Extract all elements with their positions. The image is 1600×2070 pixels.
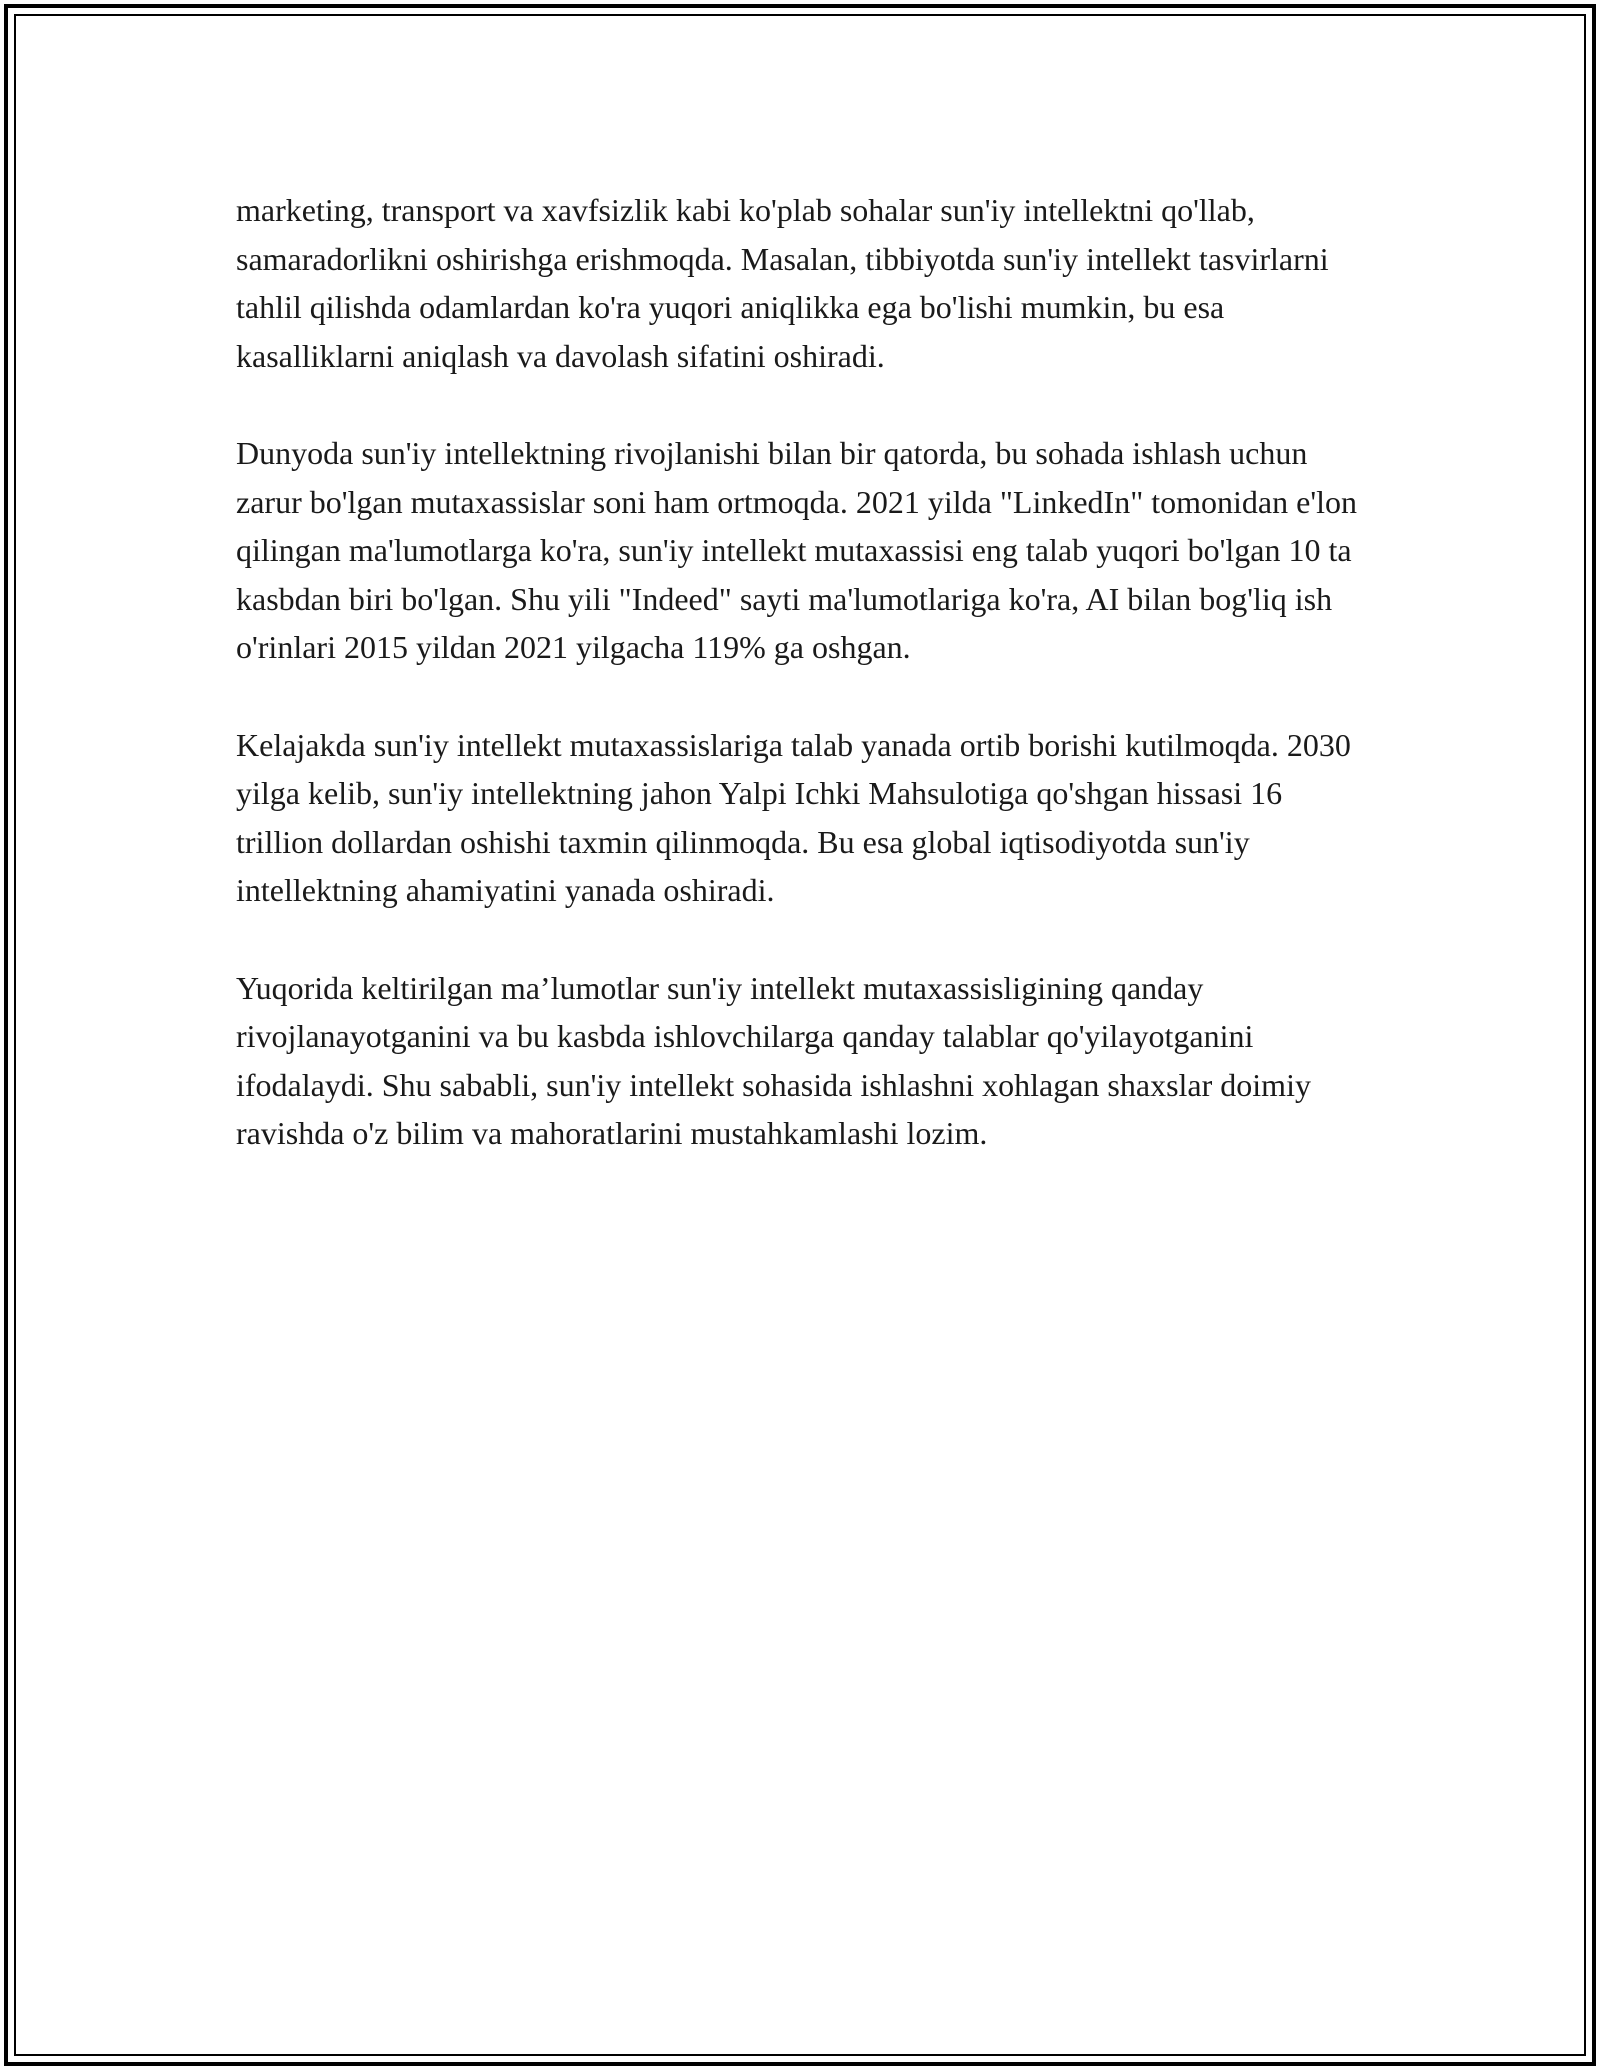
paragraph-3: Kelajakda sun'iy intellekt mutaxassislariga talab yanada ortib borishi kutilmoqda. 2030 yilga kelib, sun'iy intellektning jahon Yalpi Ichki Mahsulotiga qo'shgan hissasi 16 trillion dollardan oshishi taxmin qilinmoqda. Bu esa global iqtisodiyotda sun'iy intellektning ahamiyatini yanada oshiradi. [236, 726, 1351, 908]
document-body [236, 186, 1366, 1207]
paragraph-4: Yuqorida keltirilgan ma’lumotlar sun'iy intellekt mutaxassisligining qanday rivojlanayotganini va bu kasbda ishlovchilarga qanday talablar qo'yilayotganini ifodalaydi. Shu sababli, sun'iy intellekt sohasida ishlashni xohlagan shaxslar doimiy ravishda o'z bilim va mahoratlarini mustahkamlashi lozim. [236, 969, 1311, 1151]
paragraph-1: marketing, transport va xavfsizlik kabi ko'plab sohalar sun'iy intellektni qo'llab, samaradorlikni oshirishga erishmoqda. Masalan, tibbiyotda sun'iy intellekt tasvirlarni tahlil qilishda odamlardan ko'ra yuqori aniqlikka ega bo'lishi mumkin, bu esa kasalliklarni aniqlash va davolash sifatini oshiradi. [236, 192, 1329, 374]
paragraph-2: Dunyoda sun'iy intellektning rivojlanishi bilan bir qatorda, bu sohada ishlash uchun zarur bo'lgan mutaxassislar soni ham ortmoqda. 2021 yilda "LinkedIn" tomonidan e'lon qilingan ma'lumotlarga ko'ra, sun'iy intellekt mutaxassisi eng talab yuqori bo'lgan 10 ta kasbdan biri bo'lgan. Shu yili "Indeed" sayti ma'lumotlariga ko'ra, AI bilan bog'liq ish o'rinlari 2015 yildan 2021 yilgacha 119% ga oshgan. [236, 435, 1357, 665]
